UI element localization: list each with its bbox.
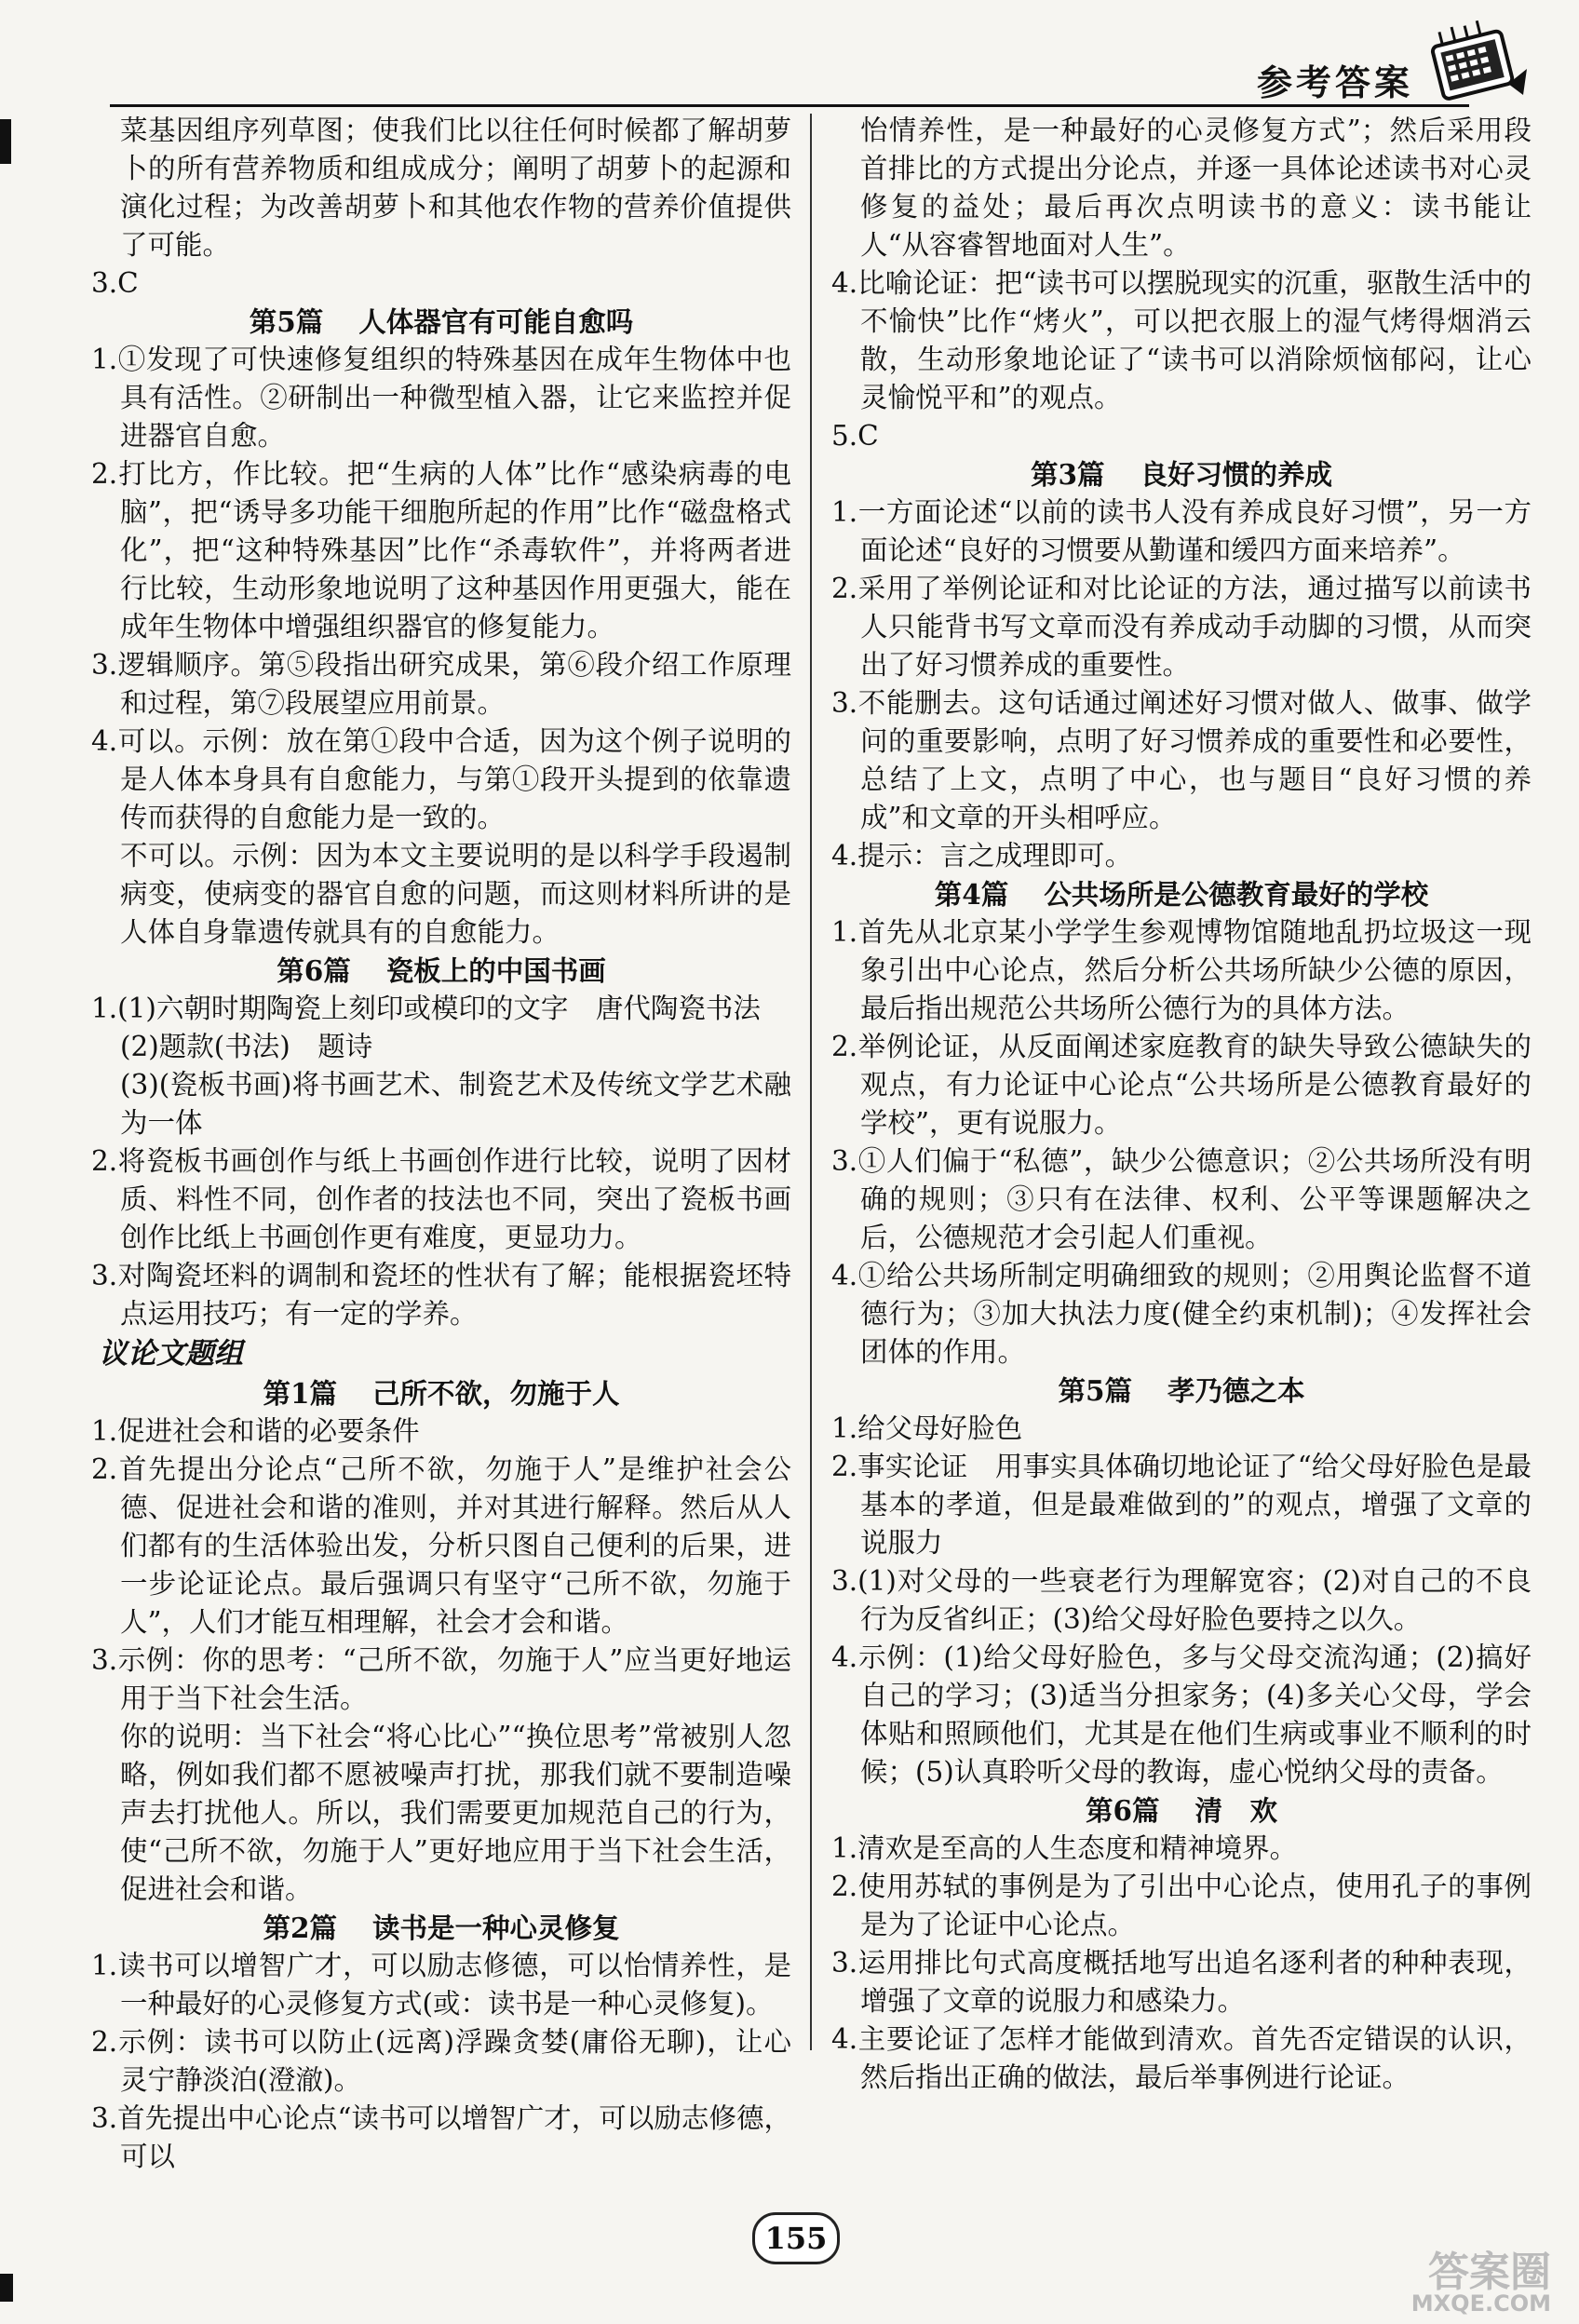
- answer-item: 3.运用排比句式高度概括地写出追名逐利者的种种表现，增强了文章的说服力和感染力。: [831, 1947, 1532, 2017]
- section-label: 第2篇: [263, 1912, 337, 1944]
- answer-item: 4.可以。示例：放在第①段中合适，因为这个例子说明的是人体本身具有自愈能力，与第①段开头提到的依靠遗传而获得的自愈能力是一致的。: [91, 725, 791, 833]
- watermark-top: 答案圈: [1428, 2249, 1551, 2296]
- section-label: 第3篇: [1030, 458, 1105, 491]
- answer-item: 4.提示：言之成理即可。: [831, 840, 1133, 872]
- answer-item: 3.C: [91, 267, 139, 299]
- answer-item: 2.采用了举例论证和对比论证的方法，通过描写以前读书人只能背书写文章而没有养成动手动脚的习惯，从而突出了好习惯养成的重要性。: [831, 573, 1532, 681]
- section-label: 第5篇: [1058, 1374, 1132, 1407]
- group-title: 议论文题组: [99, 1337, 243, 1371]
- section-title: [91, 1909, 791, 1947]
- section-name: 清 欢: [1194, 1794, 1278, 1827]
- answer-item: 2.首先提出分论点“己所不欲，勿施于人”是维护社会公德、促进社会和谐的准则，并对其进行解释。然后从人们都有的生活体验出发，分析只图自己便利的后果，进一步论证论点。最后强调只有坚守“己所不欲，勿施于人”，人们才能互相理解，社会才会和谐。: [91, 1453, 791, 1638]
- section-name: 公共场所是公德教育最好的学校: [1044, 878, 1429, 911]
- answer-item: 1.读书可以增智广才，可以励志修德，可以怡情养性，是一种最好的心灵修复方式(或：读书是一种心灵修复)。: [91, 1950, 791, 2020]
- answer-item: 3.①人们偏于“私德”，缺少公德意识；②公共场所没有明确的规则；③只有在法律、权利、公平等课题解决之后，公德规范才会引起人们重视。: [831, 1145, 1532, 1253]
- answer-item: 2.打比方，作比较。把“生病的人体”比作“感染病毒的电脑”，把“诱导多功能干细胞所起的作用”比作“磁盘格式化”，把“这种特殊基因”比作“杀毒软件”，并将两者进行比较，生动形象地说明了这种基因作用更强大，能在成年生物体中增强组织器官的修复能力。: [91, 458, 791, 642]
- answer-item: 1.清欢是至高的人生态度和精神境界。: [831, 1832, 1298, 1864]
- answer-item: 3.示例：你的思考：“己所不欲，勿施于人”应当更好地运用于当下社会生活。: [91, 1644, 791, 1714]
- section-label: 第6篇: [1085, 1794, 1160, 1827]
- answer-item: 2.示例：读书可以防止(远离)浮躁贪婪(庸俗无聊)，让心灵宁静淡泊(澄澈)。: [91, 2026, 791, 2096]
- answer-paragraph: 菜基因组序列草图；使我们比以往任何时候都了解胡萝卜的所有营养物质和组成成分；阐明了胡萝卜的起源和演化过程；为改善胡萝卜和其他农作物的营养价值提供了可能。: [119, 115, 791, 261]
- answer-item: 1.①发现了可快速修复组织的特殊基因在成年生物体中也具有活性。②研制出一种微型植入器，让它来监控并促进器官自愈。: [91, 344, 791, 452]
- section-label: 第5篇: [249, 305, 324, 338]
- section-label: 第6篇: [277, 954, 351, 987]
- section-name: 读书是一种心灵修复: [372, 1912, 620, 1944]
- right-column: [831, 112, 1532, 2097]
- answer-paragraph: 不可以。示例：因为本文主要说明的是以科学手段遏制病变，使病变的器官自愈的问题，而这则材料所讲的是人体自身靠遗传就具有的自愈能力。: [119, 840, 791, 948]
- section-name: 良好习惯的养成: [1140, 458, 1333, 491]
- section-title: [831, 1791, 1532, 1830]
- section-title: [91, 952, 791, 990]
- answer-item: 2.将瓷板书画创作与纸上书画创作进行比较，说明了因材质、料性不同，创作者的技法也不同，突出了瓷板书画创作比纸上书画创作更有难度，更显功力。: [91, 1145, 791, 1253]
- answer-item: 1.首先从北京某小学学生参观博物馆随地乱扔垃圾这一现象引出中心论点，然后分析公共场所缺少公德的原因，最后指出规范公共场所公德行为的具体方法。: [831, 916, 1532, 1024]
- answer-item: 1.促进社会和谐的必要条件: [91, 1415, 420, 1447]
- answer-paragraph: (2)题款(书法) 题诗: [119, 1031, 373, 1062]
- section-label: 第4篇: [934, 878, 1009, 911]
- column-divider: [810, 114, 812, 2050]
- answer-item: 4.①给公共场所制定明确细致的规则；②用舆论监督不道德行为；③加大执法力度(健全约束机制)；④发挥社会团体的作用。: [831, 1260, 1532, 1368]
- answer-item: 1.(1)六朝时期陶瓷上刻印或模印的文字 唐代陶瓷书法: [91, 993, 761, 1024]
- answer-item: 3.首先提出中心论点“读书可以增智广才，可以励志修德，可以: [91, 2102, 791, 2172]
- edge-mark: [0, 119, 11, 164]
- section-title: [831, 455, 1532, 493]
- watermark: [1346, 2236, 1560, 2320]
- header-rule: [110, 104, 1469, 107]
- page-number: 155: [752, 2212, 840, 2264]
- answer-paragraph: 怡情养性，是一种最好的心灵修复方式”；然后采用段首排比的方式提出分论点，并逐一具体论述读书对心灵修复的益处；最后再次点明读书的意义：读书能让人“从容睿智地面对人生”。: [859, 115, 1532, 261]
- answer-item: 1.给父母好脸色: [831, 1412, 1023, 1444]
- answer-paragraph: (3)(瓷板书画)将书画艺术、制瓷艺术及传统文学艺术融为一体: [119, 1069, 791, 1139]
- answer-paragraph: 你的说明：当下社会“将心比心”“换位思考”常被别人忽略，例如我们都不愿被噪声打扰，那我们就不要制造噪声去打扰他人。所以，我们需要更加规范自己的行为，使“己所不欲，勿施于人”更好地应用于当下社会生活，促进社会和谐。: [119, 1721, 791, 1905]
- section-name: 己所不欲，勿施于人: [372, 1377, 620, 1410]
- section-title: [91, 303, 791, 341]
- answer-item: 3.不能删去。这句话通过阐述好习惯对做人、做事、做学问的重要影响，点明了好习惯养成的重要性和必要性，总结了上文，点明了中心，也与题目“良好习惯的养成”和文章的开头相呼应。: [831, 687, 1532, 833]
- answer-item: 3.对陶瓷坯料的调制和瓷坯的性状有了解；能根据瓷坯特点运用技巧；有一定的学养。: [91, 1260, 791, 1330]
- section-title: [831, 875, 1532, 913]
- page-header: [0, 0, 1579, 112]
- section-title: [91, 1374, 791, 1412]
- answer-item: 2.事实论证 用事实具体确切地论证了“给父母好脸色是最基本的孝道，但是最难做到的”的观点，增强了文章的说服力: [831, 1451, 1532, 1559]
- section-name: 孝乃德之本: [1167, 1374, 1305, 1407]
- answer-item: 4.示例：(1)给父母好脸色，多与父母交流沟通；(2)搞好自己的学习；(3)适当分担家务；(4)多关心父母，学会体贴和照顾他们，尤其是在他们生病或事业不顺利的时候；(5)认真聆听父母的教诲，虚心悦纳父母的责备。: [831, 1642, 1532, 1788]
- answer-item: 1.一方面论述“以前的读书人没有养成良好习惯”，另一方面论述“良好的习惯要从勤谨和缓四方面来培养”。: [831, 496, 1532, 566]
- section-label: 第1篇: [263, 1377, 337, 1410]
- answer-item: 4.主要论证了怎样才能做到清欢。首先否定错误的认识，然后指出正确的做法，最后举事例进行论证。: [831, 2023, 1532, 2093]
- section-name: 人体器官有可能自愈吗: [358, 305, 634, 338]
- answer-item: 4.比喻论证：把“读书可以摆脱现实的沉重，驱散生活中的不愉快”比作“烤火”，可以把衣服上的湿气烤得烟消云散，生动形象地论证了“读书可以消除烦恼郁闷，让心灵愉悦平和”的观点。: [831, 267, 1532, 413]
- section-title: [831, 1371, 1532, 1410]
- answer-item: 3.(1)对父母的一些衰老行为理解宽容；(2)对自己的不良行为反省纠正；(3)给父母好脸色要持之以久。: [831, 1565, 1532, 1635]
- watermark-bottom: MXQE.COM: [1410, 2290, 1551, 2317]
- section-name: 瓷板上的中国书画: [385, 954, 606, 987]
- notebook-logo-icon: [1419, 17, 1531, 101]
- left-column: [91, 112, 791, 2176]
- edge-mark-bottom: [0, 2274, 13, 2302]
- answer-item: 2.举例论证，从反面阐述家庭教育的缺失导致公德缺失的观点，有力论证中心论点“公共场所是公德教育最好的学校”，更有说服力。: [831, 1031, 1532, 1139]
- answer-item: 3.逻辑顺序。第⑤段指出研究成果，第⑥段介绍工作原理和过程，第⑦段展望应用前景。: [91, 649, 791, 719]
- answer-item: 2.使用苏轼的事例是为了引出中心论点，使用孔子的事例是为了论证中心论点。: [831, 1871, 1532, 1940]
- header-title: 参考答案: [1256, 61, 1413, 103]
- answer-item: 5.C: [831, 420, 879, 452]
